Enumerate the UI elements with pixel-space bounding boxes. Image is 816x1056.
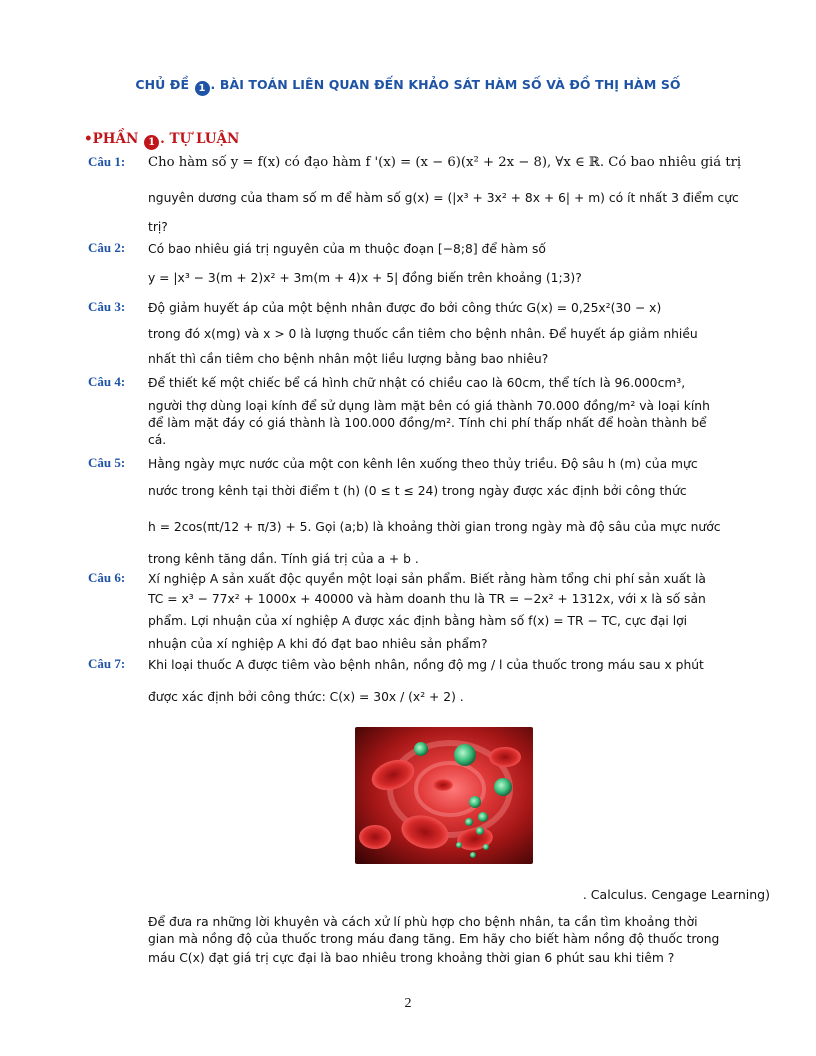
page-title [0, 77, 816, 96]
question-1-label: Câu 1: [88, 154, 126, 169]
section-heading [84, 131, 239, 150]
title-number-badge: 1 [195, 81, 210, 96]
question-1-line-3: trị? [148, 220, 168, 234]
question-3-label: Câu 3: [88, 299, 126, 314]
question-6-line-3: phẩm. Lợi nhuận của xí nghiệp A được xác định bằng hàm số f(x) = TR − TC, cực đại lợi [148, 614, 688, 628]
closing-line-2: gian mà nồng độ của thuốc trong máu đang tăng. Em hãy cho biết hàm nồng độ thuốc trong [148, 932, 720, 946]
question-6-label: Câu 6: [88, 570, 126, 585]
question-4-label: Câu 4: [88, 374, 126, 389]
question-5-line-3: h = 2cos(πt/12 + π/3) + 5. Gọi (a;b) là khoảng thời gian trong ngày mà độ sâu của mực nước [148, 520, 721, 534]
closing-line-1: Để đưa ra những lời khuyên và cách xử lí phù hợp cho bệnh nhân, ta cần tìm khoảng thời [148, 915, 698, 929]
question-3-line-2: trong đó x(mg) và x > 0 là lượng thuốc cần tiêm cho bệnh nhân. Để huyết áp giảm nhiều [148, 327, 698, 341]
question-7-line-1: Khi loại thuốc A được tiêm vào bệnh nhân, nồng độ mg / l của thuốc trong máu sau x phút [148, 658, 704, 672]
question-4-line-4: cá. [148, 433, 167, 447]
closing-line-3: máu C(x) đạt giá trị cực đại là bao nhiêu trong khoảng thời gian 6 phút sau khi tiêm ? [148, 951, 675, 965]
question-7-line-2: được xác định bởi công thức: C(x) = 30x / (x² + 2) . [148, 690, 464, 704]
question-5-label: Câu 5: [88, 455, 126, 470]
question-1-line-2: nguyên dương của tham số m để hàm số g(x) = (|x³ + 3x² + 8x + 6| + m) có ít nhất 3 điểm cực [148, 191, 739, 205]
question-5-line-2: nước trong kênh tại thời điểm t (h) (0 ≤ t ≤ 24) trong ngày được xác định bởi công thức [148, 484, 687, 498]
image-caption: . Calculus. Cengage Learning) [582, 887, 770, 902]
blood-vessel-illustration [355, 727, 533, 864]
section-rest: . TỰ LUẬN [160, 131, 240, 147]
question-2-line-2: y = |x³ − 3(m + 2)x² + 3m(m + 4)x + 5| đồng biến trên khoảng (1;3)? [148, 271, 582, 285]
question-5-line-4: trong kênh tăng dần. Tính giá trị của a + b . [148, 552, 419, 566]
section-prefix: •PHẦN [84, 131, 139, 147]
question-3-line-3: nhất thì cần tiêm cho bệnh nhân một liều lượng bằng bao nhiêu? [148, 352, 549, 366]
blood-cells-image [355, 727, 533, 864]
section-number-badge: 1 [144, 135, 159, 150]
title-prefix: CHỦ ĐỀ [135, 77, 190, 92]
title-rest: . BÀI TOÁN LIÊN QUAN ĐẾN KHẢO SÁT HÀM SỐ VÀ ĐỒ THỊ HÀM SỐ [210, 77, 681, 92]
question-2-label: Câu 2: [88, 240, 126, 255]
question-3-line-1: Độ giảm huyết áp của một bệnh nhân được đo bởi công thức G(x) = 0,25x²(30 − x) [148, 301, 662, 315]
question-1-line-1: Cho hàm số y = f(x) có đạo hàm f '(x) = (x − 6)(x² + 2x − 8), ∀x ∈ ℝ. Có bao nhiêu giá trị [148, 155, 742, 170]
question-4-line-1: Để thiết kế một chiếc bể cá hình chữ nhật có chiều cao là 60cm, thể tích là 96.000cm³, [148, 376, 686, 390]
page-number: 2 [404, 996, 412, 1011]
question-7-label: Câu 7: [88, 656, 126, 671]
question-6-line-4: nhuận của xí nghiệp A khi đó đạt bao nhiêu sản phẩm? [148, 637, 488, 651]
question-6-line-1: Xí nghiệp A sản xuất độc quyền một loại sản phẩm. Biết rằng hàm tổng chi phí sản xuất là [148, 572, 706, 586]
question-2-line-1: Có bao nhiêu giá trị nguyên của m thuộc đoạn [−8;8] để hàm số [148, 242, 546, 256]
question-6-line-2: TC = x³ − 77x² + 1000x + 40000 và hàm doanh thu là TR = −2x² + 1312x, với x là số sản [148, 592, 706, 606]
question-4-line-2: người thợ dùng loại kính để sử dụng làm mặt bên có giá thành 70.000 đồng/m² và loại kính [148, 399, 710, 413]
question-4-line-3: để làm mặt đáy có giá thành là 100.000 đồng/m². Tính chi phí thấp nhất để hoàn thành bể [148, 416, 707, 430]
question-5-line-1: Hằng ngày mực nước của một con kênh lên xuống theo thủy triều. Độ sâu h (m) của mực [148, 457, 698, 471]
